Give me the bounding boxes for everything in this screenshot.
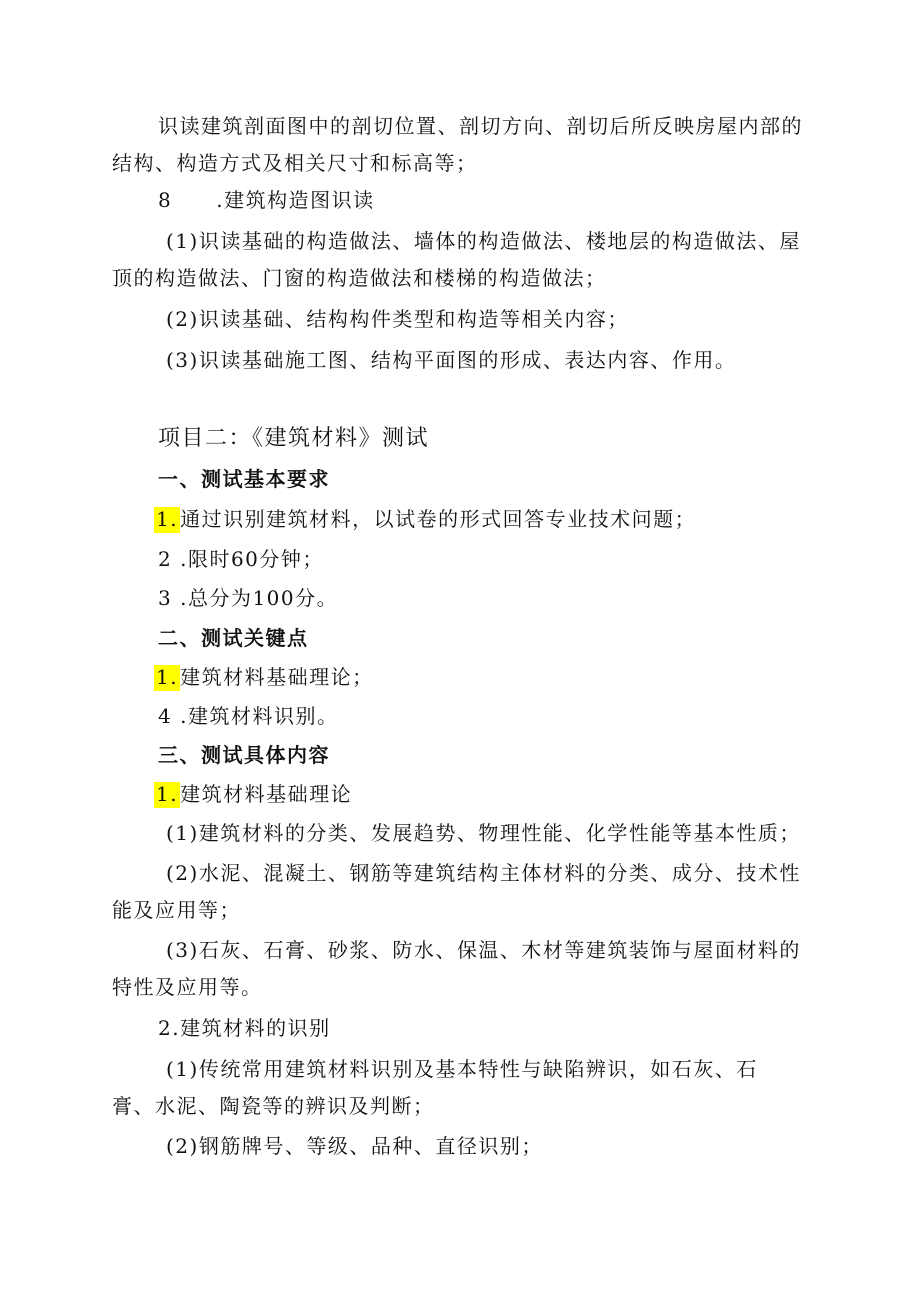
paragraph-line: 能及应用等； <box>112 898 241 922</box>
list-item: 2 .限时60分钟； <box>158 547 324 571</box>
paragraph-line: (1)识读基础的构造做法、墙体的构造做法、楼地层的构造做法、屋 <box>166 229 801 253</box>
paragraph-line: 识读建筑剖面图中的剖切位置、剖切方向、剖切后所反映房屋内部的 <box>158 114 803 138</box>
paragraph-line: 结构、构造方式及相关尺寸和标高等； <box>112 151 478 175</box>
item-number: 8 <box>158 188 173 212</box>
list-item <box>154 781 854 807</box>
project-title: 项目二：《建筑材料》测试 <box>158 426 430 451</box>
section-heading: 二、测试关键点 <box>158 626 309 650</box>
paragraph-line: (2)水泥、混凝土、钢筋等建筑结构主体材料的分类、成分、技术性 <box>166 861 801 885</box>
list-item <box>154 506 854 532</box>
section-heading: 三、测试具体内容 <box>158 743 330 767</box>
paragraph-line: 顶的构造做法、门窗的构造做法和楼梯的构造做法； <box>112 266 607 290</box>
paragraph-line: (2)钢筋牌号、等级、品种、直径识别； <box>166 1134 543 1158</box>
item-text: 建筑材料基础理论 <box>180 782 353 806</box>
list-item: 3 .总分为100分。 <box>158 586 339 610</box>
list-item: 4 .建筑材料识别。 <box>158 704 339 728</box>
section-heading: 一、测试基本要求 <box>158 467 330 491</box>
section-item-8 <box>158 187 858 213</box>
highlighted-number: 1. <box>156 665 179 689</box>
highlighted-number: 1. <box>156 782 179 806</box>
item-text: 通过识别建筑材料，以试卷的形式回答专业技术问题； <box>180 507 697 531</box>
item-text: 建筑材料基础理论； <box>180 665 374 689</box>
paragraph-line: (1)传统常用建筑材料识别及基本特性与缺陷辨识，如石灰、石 <box>166 1057 758 1081</box>
highlighted-number: 1. <box>156 507 179 531</box>
list-item <box>154 664 854 690</box>
paragraph-line: (1)建筑材料的分类、发展趋势、物理性能、化学性能等基本性质； <box>166 821 801 845</box>
paragraph-line: (3)识读基础施工图、结构平面图的形成、表达内容、作用。 <box>166 348 737 372</box>
item-text: .建筑构造图识读 <box>216 188 375 212</box>
paragraph-line: 特性及应用等。 <box>112 975 263 999</box>
list-item: 2.建筑材料的识别 <box>158 1016 331 1040</box>
paragraph-line: 膏、水泥、陶瓷等的辨识及判断； <box>112 1094 435 1118</box>
paragraph-line: (2)识读基础、结构构件类型和构造等相关内容； <box>166 307 629 331</box>
paragraph-line: (3)石灰、石膏、砂浆、防水、保温、木材等建筑装饰与屋面材料的 <box>166 938 801 962</box>
